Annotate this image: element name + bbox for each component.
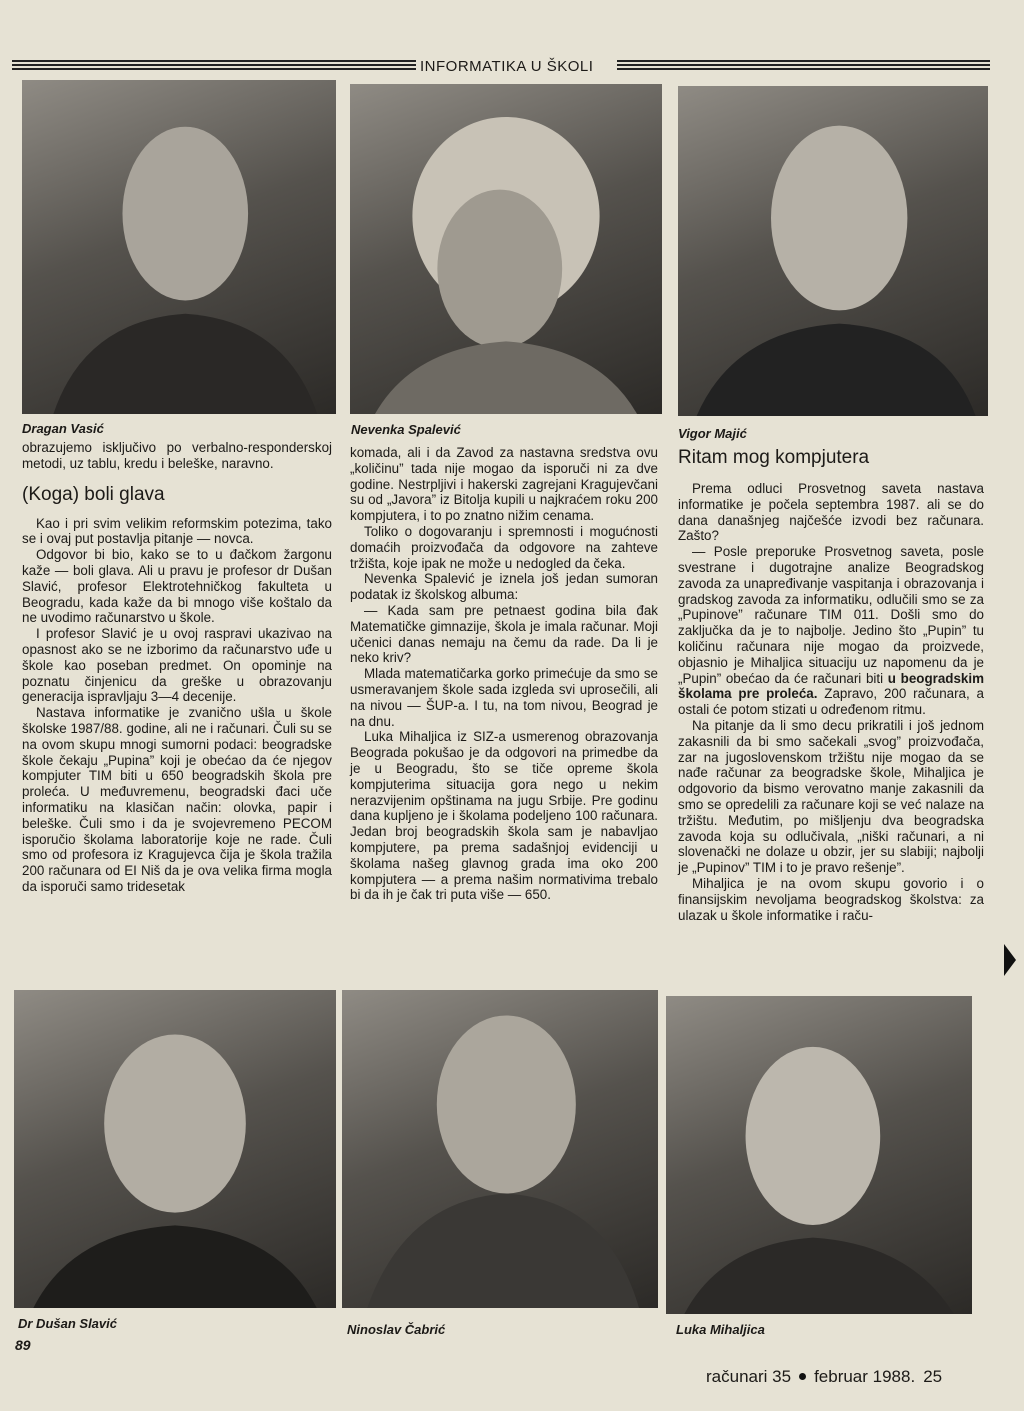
paragraph: Odgovor bi bio, kako se to u đačkom žargonu kaže — boli glava. Ali u pravu je profesor dr Dušan Slavić, profesor Elektrotehničkog fakulteta u Beogradu, kada kaže da bi mnogo više koštalo da ne uvodimo računarstvo u škole. (22, 547, 332, 626)
paragraph: Mlada matematičarka gorko primećuje da smo se usmeravanjem škole sada izgleda svi uprosečili, ali na nivou — ŠUP-a. I tu, na tom nivou, Beograd je na dnu. (350, 666, 658, 729)
paragraph: Kao i pri svim velikim reformskim potezima, tako se i ovaj put postavlja pitanje — novca. (22, 515, 332, 547)
caption-dragan-vasic: Dragan Vasić (22, 421, 104, 436)
paragraph: Luka Mihaljica iz SIZ-a usmerenog obrazovanja Beograda pokušao je da odgovori na primedbe da je u Beogradu, što se tiče opreme škola kompjuterima situacija gora nego u nekim nerazvijenim opštinama na jugu Srbije. Pre godinu dana kupljeno je i školama podeljeno 100 računara. Jedan broj beogradskih škola sam je nabavljao kompjutere, pa prema sadašnjoj evidenciji u školama našeg glavnog grada ima oko 200 kompjutera — a prema našim normativima trebalo bi da ih je čak tri puta više — 650. (350, 729, 658, 903)
text-column-2 (350, 445, 658, 903)
footer-issue: februar 1988. (814, 1367, 916, 1386)
photo-dragan-vasic (22, 80, 336, 414)
footer-magazine: računari 35 (706, 1367, 792, 1386)
caption-vigor-majic: Vigor Majić (678, 426, 747, 441)
text-column-3 (678, 447, 984, 923)
subheading-koga-boli-glava: (Koga) boli glava (22, 483, 165, 505)
paragraph: I profesor Slavić je u ovoj raspravi ukazivao na opasnost ako se ne izborimo da računarstvo uđe u škole kao poseban predmet. On opominje na poznatu činjenicu da greške u obrazovanju generacija ispravljaju 3—4 decenije. (22, 626, 332, 705)
footer-page-number: 25 (923, 1367, 943, 1386)
paragraph: Nastava informatike je zvanično ušla u škole školske 1987/88. godine, ali ne i računari. Čuli su se na ovom skupu mnogi sumorni podaci: beogradske škole čekaju „Pupina” koji je obećao da će njegov kompjuter TIM biti u 650 beogradskih škola pre proleća. U međuvremenu, beogradski đaci uče informatiku na klasičan način: olovka, papir i beleške. Čuli smo i da je svojevremeno PECOM isporučio školama laboratorije koje ne rade. Čuli smo od profesora iz Kragujevca čija je škola tražila 200 računara od EI Niš da je ova velika firma mogla da isporuči samo tridesetak (22, 705, 332, 894)
paragraph: Toliko o dogovaranju i spremnosti i mogućnosti domaćih proizvođača da odgovore na zahteve tržišta, koje ipak ne može u nedogled da čeka. (350, 523, 658, 571)
paragraph: — Kada sam pre petnaest godina bila đak Matematičke gimnazije, škola je imala računar. Moji učenici danas nemaju na čemu da rade. Da li je neko kriv? (350, 602, 658, 666)
photo-ninoslav-cabric (342, 990, 658, 1308)
paragraph: Mihaljica je na ovom skupu govorio i o finansijskim nevoljama beogradskog školstva: za ulazak u škole informatike i raču- (678, 875, 984, 923)
caption-ninoslav-cabric: Ninoslav Čabrić (347, 1322, 446, 1337)
bullet-icon (799, 1373, 806, 1380)
text-column-1 (22, 440, 332, 895)
caption-dusan-slavic: Dr Dušan Slavić (18, 1316, 117, 1331)
paragraph (678, 544, 984, 718)
paragraph: Nevenka Spalević je iznela još jedan sumoran podatak iz školskog albuma: (350, 571, 658, 603)
caption-luka-mihaljica: Luka Mihaljica (676, 1322, 765, 1337)
paragraph: obrazujemo isključivo po verbalno-responderskoj metodi, uz tablu, kredu i beleške, naravno. (22, 440, 332, 471)
photo-vigor-majic (678, 86, 988, 416)
photo-dusan-slavic (14, 990, 336, 1308)
page-number-left: 89 (15, 1337, 31, 1353)
continue-arrow-icon (1004, 944, 1016, 976)
header-rule-right (617, 60, 990, 72)
paragraph: Na pitanje da li smo decu prikratili i još jednom zakasnili da bi smo sačekali „svog” proizvođača, zar na jugoslovenskom tržištu nije mogao da se nađe računar za beogradske škole, Mihaljica je odgovorio da bismo verovatno manje zakasnili da smo se opredelili za računare koji se već nalaze na tržištu. Međutim, po mišljenju dva beogradska zavoda koja su odlučivala, „niški računari, a ni slovenački ne dolaze u obzir, jer su slabiji; najbolji je „Pupinov” TIM i to je pravo rešenje”. (678, 717, 984, 876)
photo-luka-mihaljica (666, 996, 972, 1314)
section-title: INFORMATIKA U ŠKOLI (420, 58, 594, 75)
paragraph-text: — Posle preporuke Prosvetnog saveta, posle svestrane i dugotrajne analize Beogradskog zavoda za unapređivanje vaspitanja i obrazovanja i gradskog zavoda za informatiku, odlučili smo se za „Pupinove” računare TIM 011. Došli smo do zaključka da je to najbolje. Jedino što „Pupin” tu količinu računara nije mogao da proizvede, objasnio je Mihaljica situaciju uz napomenu da je „Pupin” obećao da će računari biti (678, 544, 984, 686)
paragraph: Prema odluci Prosvetnog saveta nastava informatike je počela septembra 1987. ali se do dana današnjeg najčešće izvodi bez računara. Zašto? (678, 481, 984, 544)
subheading-ritam-mog-kompjutera: Ritam mog kompjutera (678, 447, 870, 468)
paragraph-text: Zapravo, 200 računara, a ostali će potom stizati u određenom ritmu. (678, 686, 984, 718)
footer (706, 1367, 942, 1387)
paragraph: komada, ali i da Zavod za nastavna sredstva ovu „količinu” tada nije mogao da isporuči ni za dve godine. Nestrpljivi i hakerski zagrejani Kragujevčani su od „Javora” iz Bitolja kupili u najkraćem roku 200 kompjutera, i to po znatno nižim cenama. (350, 445, 658, 524)
header-rule-left (12, 60, 416, 72)
caption-nevenka-spalevic: Nevenka Spalević (351, 422, 461, 437)
emphasis-text: u beogradskim školama pre proleća. (678, 670, 984, 702)
photo-nevenka-spalevic (350, 84, 662, 414)
